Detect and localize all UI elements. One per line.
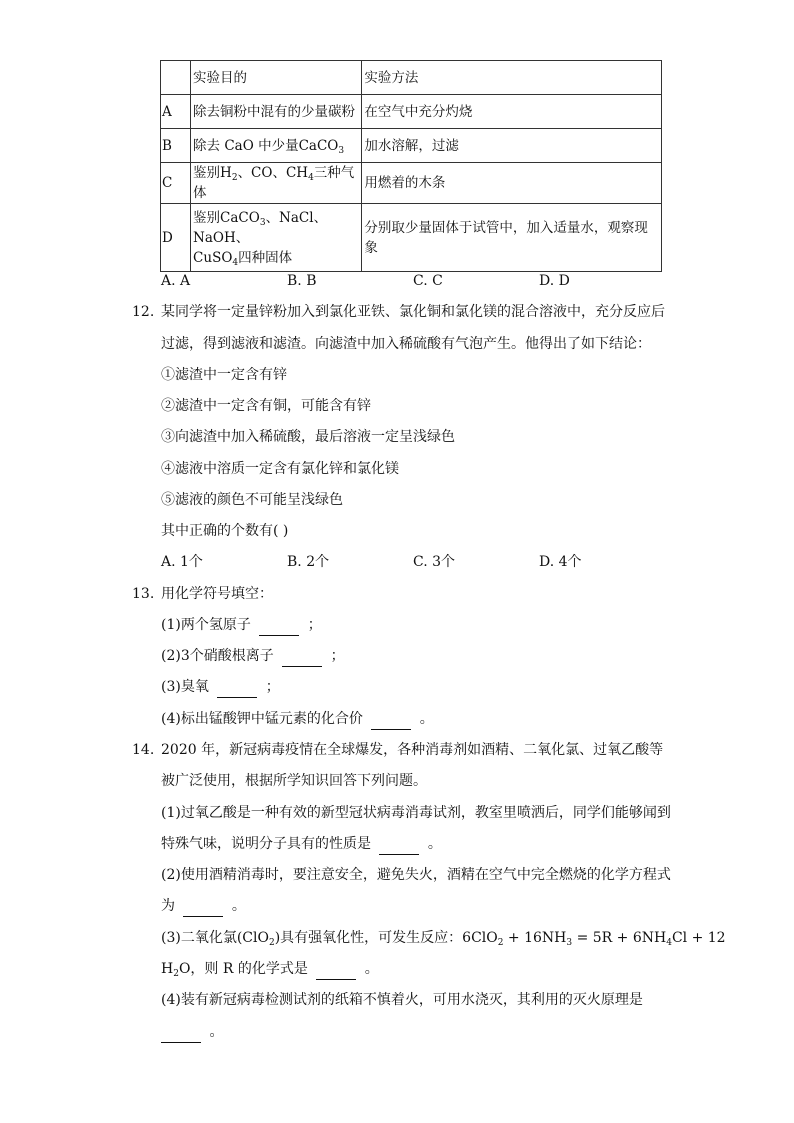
q12-number: 12. <box>132 304 155 320</box>
q13-item-1: (1)两个氢原子 ； <box>161 615 322 636</box>
q12-item-4: ④滤液中溶质一定含有氯化锌和氯化镁 <box>161 461 399 477</box>
q14-part1-line1: (1)过氧乙酸是一种有效的新型冠状病毒消毒试剂，教室里喷洒后，同学们能够闻到 <box>161 805 671 821</box>
answer-blank <box>282 646 322 667</box>
answer-blank <box>316 959 356 980</box>
q13-item-4: (4)标出锰酸钾中锰元素的化合价 。 <box>161 709 434 730</box>
q12-stem-line1: 某同学将一定量锌粉加入到氯化亚铁、氯化铜和氯化镁的混合溶液中，充分反应后 <box>161 304 665 320</box>
q12-option-b: B. 2个 <box>287 554 330 570</box>
q12-option-a: A. 1个 <box>161 554 203 570</box>
q14-part3-line2: $H_2O$，则 R 的化学式是 。 <box>161 961 379 979</box>
row-purpose: 鉴别CaCO$_3$、NaCl、NaOH、 CuSO$_4$四种固体 <box>191 204 362 272</box>
q12-item-2: ②滤渣中一定含有铜，可能含有锌 <box>161 398 371 414</box>
row-label: C <box>161 163 191 204</box>
q13-item-3: (3)臭氧 ； <box>161 677 280 698</box>
q13-item-2: (2)3个硝酸根离子 ； <box>161 646 345 667</box>
q14-part1-line2: 特殊气味，说明分子具有的性质是 。 <box>161 834 442 855</box>
q12-question: 其中正确的个数有( ) <box>161 523 289 539</box>
row-method: 加水溶解，过滤 <box>362 129 662 163</box>
q11-option-b: B. B <box>287 273 317 289</box>
table-row <box>161 129 662 163</box>
row-method: 在空气中充分灼烧 <box>362 95 662 129</box>
q14-part2-line1: (2)使用酒精消毒时，要注意安全，避免失火，酒精在空气中完全燃烧的化学方程式 <box>161 867 671 883</box>
header-cell-label <box>161 61 191 95</box>
q11-option-d: D. D <box>539 273 570 289</box>
answer-blank <box>217 677 257 698</box>
answer-blank <box>371 709 411 730</box>
answer-blank <box>379 834 419 855</box>
q14-stem-line2: 被广泛使用，根据所学知识回答下列问题。 <box>161 773 427 789</box>
q11-option-a: A. A <box>161 273 191 289</box>
answer-blank <box>161 1022 201 1043</box>
q12-stem-line2: 过滤，得到滤液和滤渣。向滤渣中加入稀硫酸有气泡产生。他得出了如下结论： <box>161 336 651 352</box>
row-purpose: 鉴别$H_2$、CO、$CH_4$三种气体 <box>191 163 362 204</box>
table-row <box>161 95 662 129</box>
q12-item-1: ①滤渣中一定含有锌 <box>161 367 287 383</box>
q12-option-c: C. 3个 <box>413 554 456 570</box>
q14-part4-line1: (4)装有新冠病毒检测试剂的纸箱不慎着火，可用水浇灭，其利用的灭火原理是 <box>161 992 643 1008</box>
header-cell-purpose: 实验目的 <box>191 61 362 95</box>
table-row <box>161 204 662 272</box>
q11-option-c: C. C <box>413 273 443 289</box>
q14-part4-line2: 。 <box>161 1022 223 1043</box>
q12-item-5: ⑤滤液的颜色不可能呈浅绿色 <box>161 492 343 508</box>
q14-part3-line1: (3)二氧化氯(ClO$_2$)具有强氧化性，可发生反应：$6ClO_2 + 16NH_3 = 5R + 6NH_4Cl + 12$ <box>161 930 726 948</box>
answer-blank <box>259 615 299 636</box>
q12-option-d: D. 4个 <box>539 554 582 570</box>
row-label: B <box>161 129 191 163</box>
q12-item-3: ③向滤渣中加入稀硫酸，最后溶液一定呈浅绿色 <box>161 429 455 445</box>
row-method: 分别取少量固体于试管中，加入适量水，观察现 象 <box>362 204 662 272</box>
table-row <box>161 163 662 204</box>
answer-blank <box>183 896 223 917</box>
header-cell-method: 实验方法 <box>362 61 662 95</box>
row-label: D <box>161 204 191 272</box>
q14-number: 14. <box>132 742 155 758</box>
row-purpose: 除去铜粉中混有的少量碳粉 <box>191 95 362 129</box>
experiment-table <box>160 60 662 272</box>
q13-stem: 用化学符号填空： <box>161 586 273 602</box>
row-label: A <box>161 95 191 129</box>
q14-part2-line2: 为 。 <box>161 896 246 917</box>
q13-number: 13. <box>132 586 155 602</box>
table-header-row <box>161 61 662 95</box>
row-method: 用燃着的木条 <box>362 163 662 204</box>
row-purpose: 除去 CaO 中少量CaCO$_3$ <box>191 129 362 163</box>
q14-stem-line1: 2020 年，新冠病毒疫情在全球爆发，各种消毒剂如酒精、二氧化氯、过氧乙酸等 <box>161 742 664 758</box>
